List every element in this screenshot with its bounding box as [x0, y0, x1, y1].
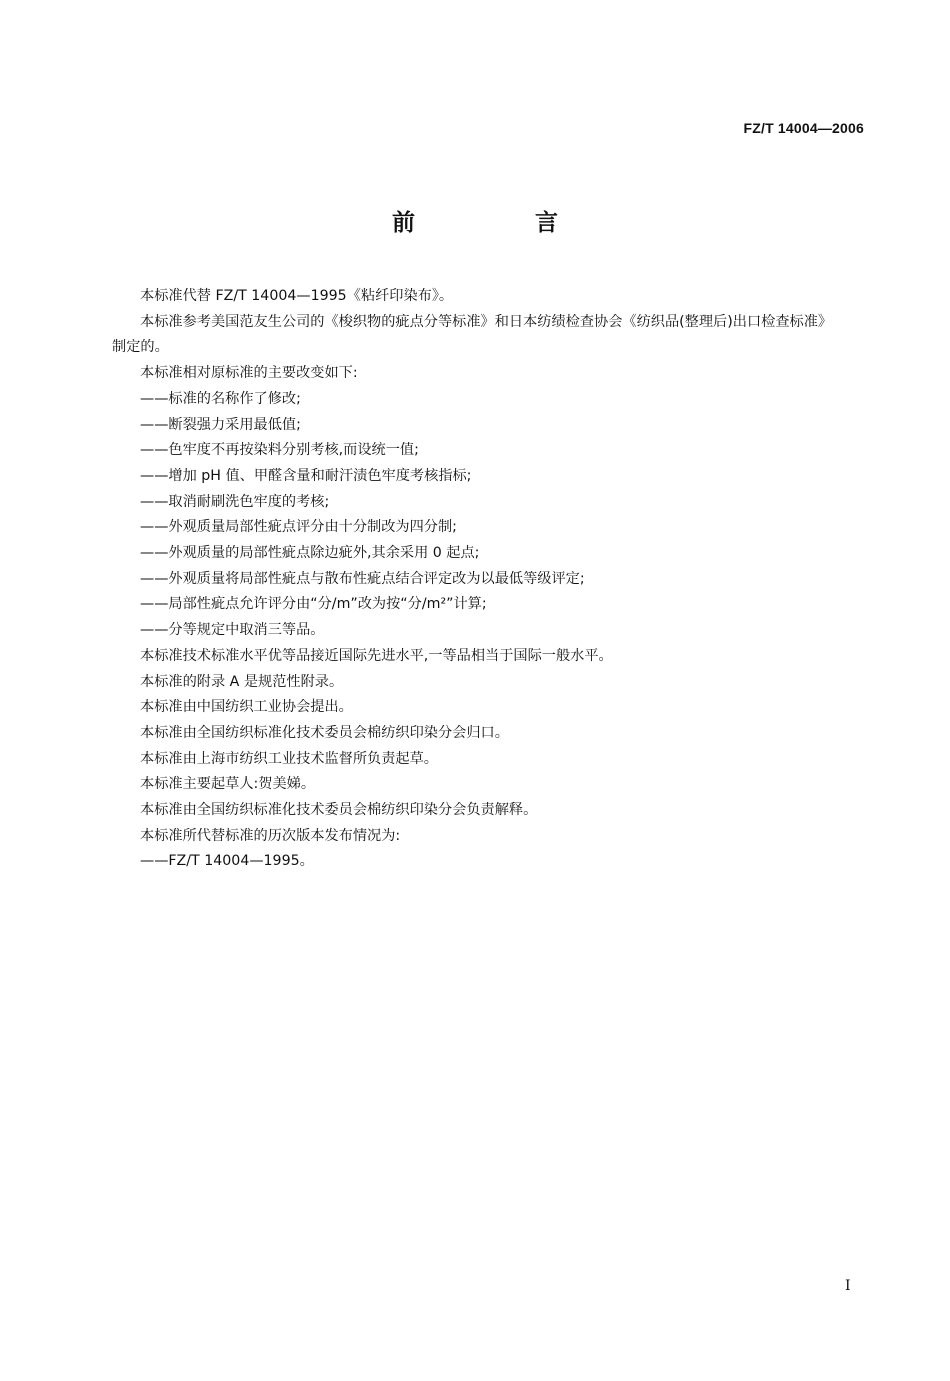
change-item: ——分等规定中取消三等品。 [140, 622, 325, 639]
history-item: ——FZ/T 14004—1995。 [140, 853, 314, 870]
paragraph-history-intro: 本标准所代替标准的历次版本发布情况为: [140, 827, 401, 844]
paragraph-references: 本标准参考美国范友生公司的《梭织物的疵点分等标准》和日本纺绩检查协会《纺织品(整理后)出口检查标准》制定的。 [112, 313, 833, 356]
paragraph-interpretation: 本标准由全国纺织标准化技术委员会棉纺织印染分会负责解释。 [140, 802, 538, 819]
change-item: ——局部性疵点允许评分由“分/m”改为按“分/m²”计算; [140, 596, 487, 613]
change-item: ——取消耐刷洗色牢度的考核; [140, 493, 330, 510]
paragraph-appendix: 本标准的附录 A 是规范性附录。 [140, 673, 344, 690]
paragraph-drafters: 本标准主要起草人:贺美娣。 [140, 776, 316, 793]
change-item: ——标准的名称作了修改; [140, 390, 301, 407]
change-item: ——断裂强力采用最低值; [140, 416, 301, 433]
paragraph-proposer: 本标准由中国纺织工业协会提出。 [140, 699, 353, 716]
change-item: ——外观质量局部性疵点评分由十分制改为四分制; [140, 519, 457, 536]
paragraph-replacement: 本标准代替 FZ/T 14004—1995《粘纤印染布》。 [140, 288, 454, 304]
standard-code: FZ/T 14004—2006 [743, 120, 864, 136]
page-number: I [845, 1278, 851, 1294]
paragraph-technical-level: 本标准技术标准水平优等品接近国际先进水平,一等品相当于国际一般水平。 [140, 647, 613, 664]
page-title: 前 言 [391, 210, 614, 236]
change-item: ——外观质量的局部性疵点除边疵外,其余采用 0 起点; [140, 545, 480, 562]
paragraph-administered-by: 本标准由全国纺织标准化技术委员会棉纺织印染分会归口。 [140, 724, 509, 741]
change-item: ——增加 pH 值、甲醛含量和耐汗渍色牢度考核指标; [140, 467, 472, 484]
paragraph-drafting-unit: 本标准由上海市纺织工业技术监督所负责起草。 [140, 750, 438, 767]
change-item: ——色牢度不再按染料分别考核,而设统一值; [140, 442, 419, 459]
change-item: ——外观质量将局部性疵点与散布性疵点结合评定改为以最低等级评定; [140, 570, 585, 587]
paragraph-changes-intro: 本标准相对原标准的主要改变如下: [140, 365, 358, 382]
foreword-body [112, 284, 842, 875]
